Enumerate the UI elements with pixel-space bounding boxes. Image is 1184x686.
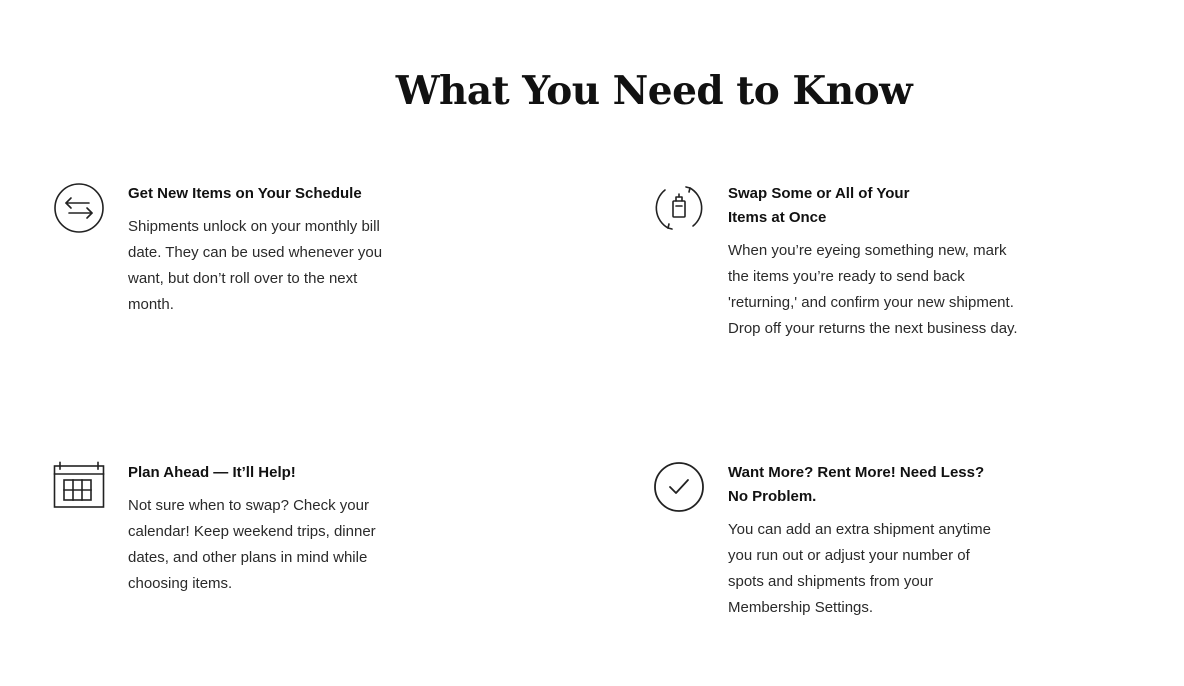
page-title: What You Need to Know	[395, 68, 913, 114]
feature-title: Plan Ahead — It’ll Help!	[128, 464, 296, 481]
calendar-icon	[53, 461, 105, 513]
feature-title: Swap Some or All of Your Items at Once	[728, 185, 910, 226]
feature-description-extra: Drop off your returns the next business day.	[728, 320, 1018, 337]
feature-description: You can add an extra shipment anytime you run out or adjust your number of spots and shipments from your Membership Settings.	[728, 521, 991, 616]
feature-title: Want More? Rent More! Need Less? No Problem.	[728, 464, 985, 505]
swap-arrows-icon	[53, 182, 105, 234]
refresh-bag-icon	[653, 182, 705, 234]
feature-description: Not sure when to swap? Check your calendar! Keep weekend trips, dinner dates, and other plans in mind while choosing items.	[128, 497, 376, 592]
feature-description: Shipments unlock on your monthly bill date. They can be used whenever you want, but don’t roll over to the next month.	[128, 218, 383, 313]
feature-title: Get New Items on Your Schedule	[128, 185, 362, 202]
feature-description: When you’re eyeing something new, mark the items you’re ready to send back 'returning,' and confirm your new shipment.	[728, 242, 1014, 311]
checkmark-circle-icon	[653, 461, 705, 513]
